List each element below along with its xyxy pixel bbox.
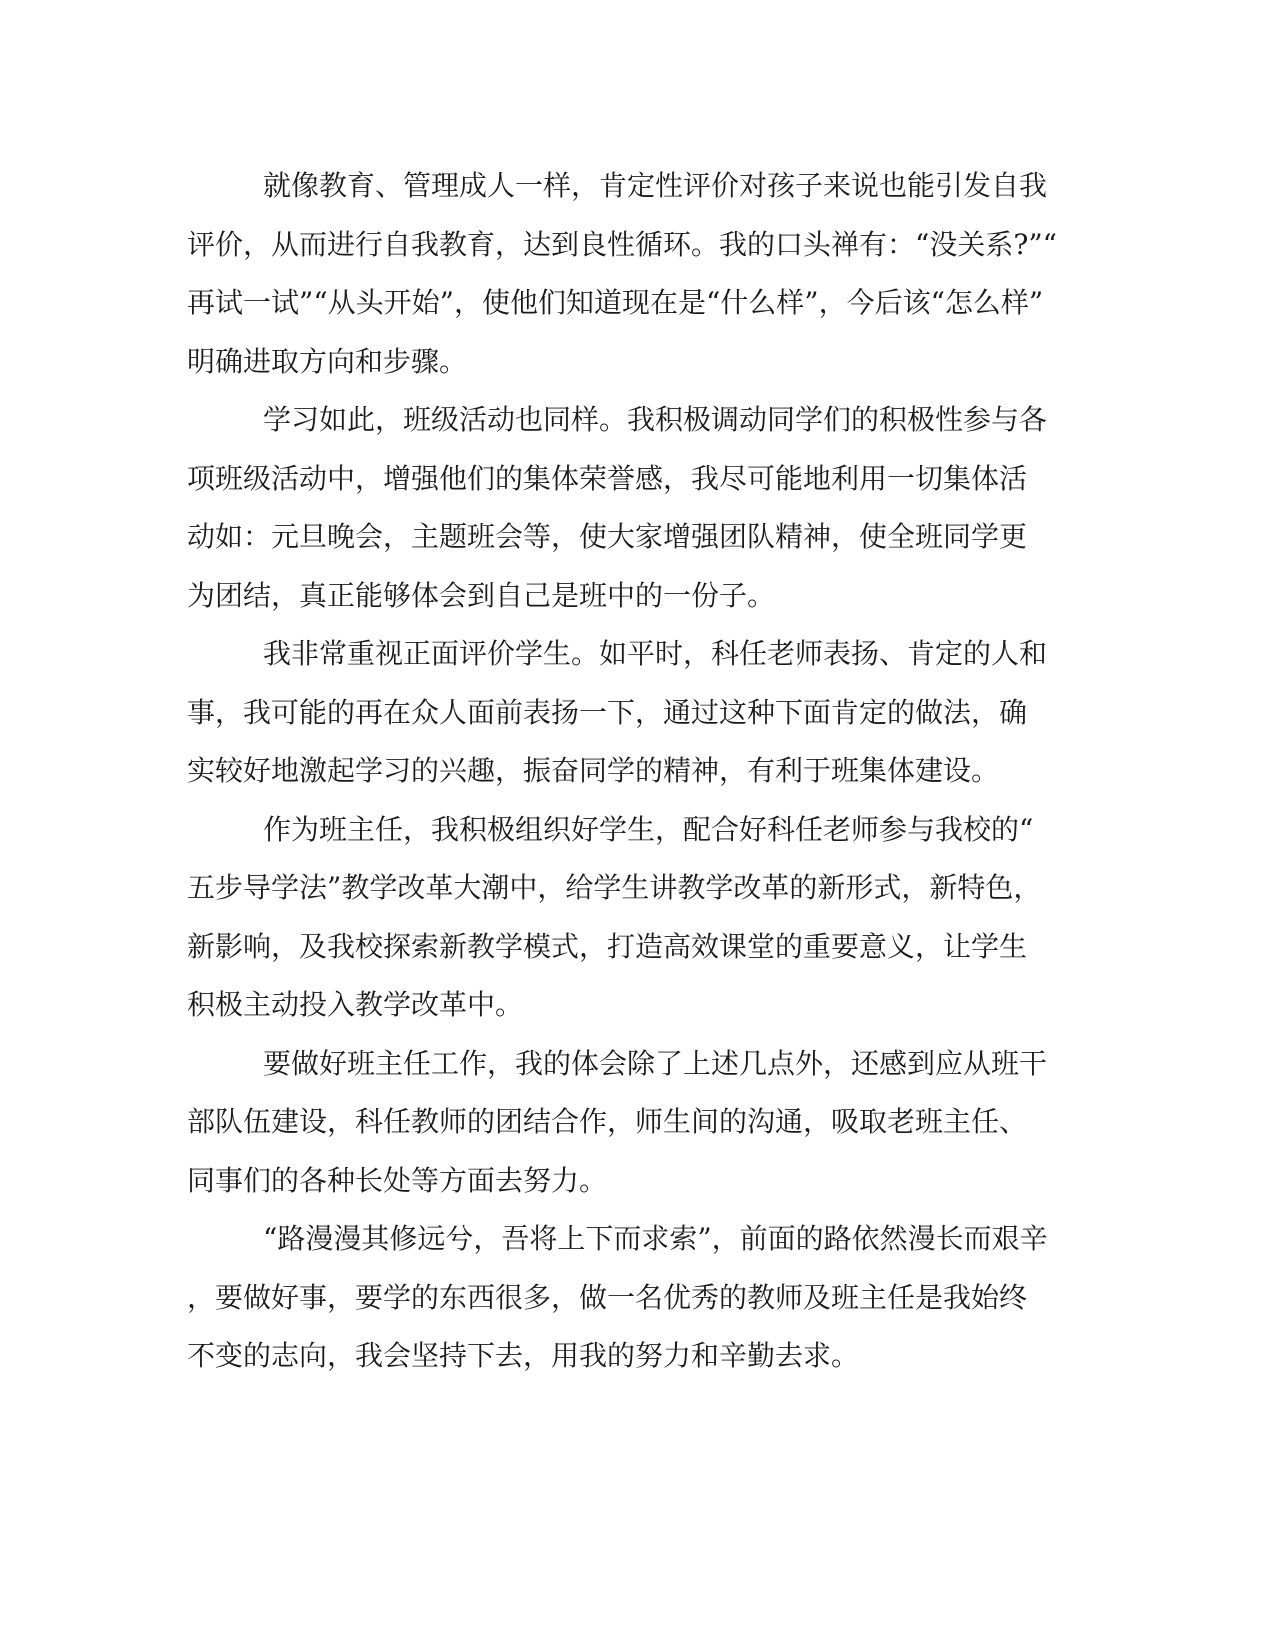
paragraph-5-line-1: 要做好班主任工作，我的体会除了上述几点外，还感到应从班干 — [263, 1046, 1048, 1080]
body-text — [187, 157, 1077, 1386]
paragraph-6-line-2: ，要做好事，要学的东西很多，做一名优秀的教师及班主任是我始终 — [187, 1280, 1028, 1314]
paragraph-6-line-3: 不变的志向，我会坚持下去，用我的努力和辛勤去求。 — [187, 1339, 860, 1372]
paragraph-1-line-2: 评价，从而进行自我教育，达到良性循环。我的口头禅有：“没关系?”“ — [187, 227, 1057, 261]
paragraph-1-line-4: 明确进取方向和步骤。 — [187, 344, 468, 378]
paragraph-2-line-2: 项班级活动中，增强他们的集体荣誉感，我尽可能地利用一切集体活 — [187, 461, 1028, 495]
paragraph-3-line-1: 我非常重视正面评价学生。如平时，科任老师表扬、肯定的人和 — [263, 637, 1048, 670]
paragraph-5-line-2: 部队伍建设，科任教师的团结合作，师生间的沟通，吸取老班主任、 — [187, 1105, 1028, 1138]
paragraph-1-line-1: 就像教育、管理成人一样，肯定性评价对孩子来说也能引发自我 — [263, 169, 1048, 202]
paragraph-2-line-3: 动如：元旦晚会，主题班会等，使大家增强团队精神，使全班同学更 — [187, 520, 1028, 553]
paragraph-4-line-3: 新影响，及我校探索新教学模式，打造高效课堂的重要意义，让学生 — [187, 929, 1028, 963]
paragraph-2-line-1: 学习如此，班级活动也同样。我积极调动同学们的积极性参与各 — [263, 403, 1048, 436]
paragraph-4-line-1: 作为班主任，我积极组织好学生，配合好科任老师参与我校的“ — [263, 812, 1034, 846]
paragraph-4-line-2: 五步导学法”教学改革大潮中，给学生讲教学改革的新形式，新特色， — [187, 871, 1042, 904]
paragraph-1-line-3: 再试一试”“从头开始”，使他们知道现在是“什么样”，今后该“怎么样” — [187, 286, 1044, 319]
paragraph-3-line-3: 实较好地激起学习的兴趣，振奋同学的精神，有利于班集体建设。 — [187, 754, 1000, 787]
paragraph-2-line-4: 为团结，真正能够体会到自己是班中的一份子。 — [187, 578, 776, 612]
paragraph-3-line-2: 事，我可能的再在众人面前表扬一下，通过这种下面肯定的做法，确 — [187, 695, 1028, 729]
paragraph-4-line-4: 积极主动投入教学改革中。 — [187, 988, 524, 1021]
paragraph-5-line-3: 同事们的各种长处等方面去努力。 — [187, 1163, 608, 1197]
paragraph-6-line-1: “路漫漫其修远兮，吾将上下而求索”，前面的路依然漫长而艰辛 — [263, 1222, 1048, 1255]
